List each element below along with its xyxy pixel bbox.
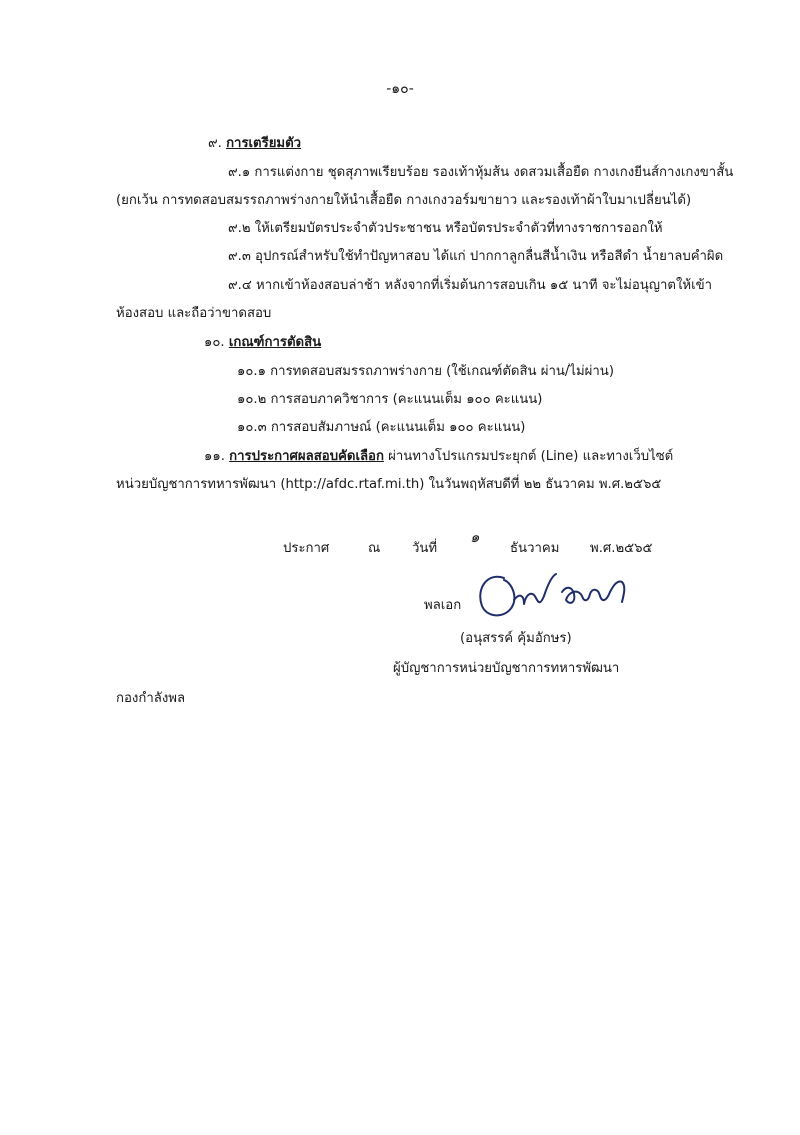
signature-name: (อนุสรรค์ คุ้มอักษร): [460, 631, 572, 646]
office-name: กองกำลังพล: [116, 691, 186, 706]
announce-prakat: ประกาศ: [283, 541, 330, 556]
item-9-2: ๙.๒ ให้เตรียมบัตรประจำตัวประชาชน หรือบัตรประจำตัวที่ทางราชการออกให้: [228, 221, 663, 236]
section-11-title: การประกาศผลสอบคัดเลือก: [229, 449, 384, 464]
announce-day: ๑: [470, 528, 480, 546]
item-9-1-line-1: ๙.๑ การแต่งกาย ชุดสุภาพเรียบร้อย รองเท้าหุ้มส้น งดสวมเสื้อยืด กางเกงยีนส์กางเกงขาสั้น: [228, 165, 734, 180]
section-10-title: เกณฑ์การตัดสิน: [228, 335, 322, 350]
item-9-1-line-2: (ยกเว้น การทดสอบสมรรถภาพร่างกายให้นำเสื้อยืด กางเกงวอร์มขายาว และรองเท้าผ้าใบมาเปลี่ยนได้): [116, 193, 692, 208]
signature-rank: พลเอก: [424, 598, 462, 613]
section-10-number: ๑๐.: [204, 335, 225, 350]
page-number: -๑๐-: [386, 81, 414, 97]
item-9-4-line-2: ห้องสอบ และถือว่าขาดสอบ: [116, 306, 272, 321]
announce-year: พ.ศ.๒๕๖๕: [590, 541, 653, 556]
announce-month: ธันวาคม: [510, 541, 560, 556]
item-9-4-line-1: ๙.๔ หากเข้าห้องสอบล่าช้า หลังจากที่เริ่มต้นการสอบเกิน ๑๕ นาที จะไม่อนุญาตให้เข้า: [228, 278, 713, 293]
section-9-number: ๙.: [208, 136, 222, 151]
section-11-line-2: หน่วยบัญชาการทหารพัฒนา (http://afdc.rtaf.mi.th) ในวันพฤหัสบดีที่ ๒๒ ธันวาคม พ.ศ.๒๕๖๕: [116, 477, 662, 492]
item-10-3: ๑๐.๓ การสอบสัมภาษณ์ (คะแนนเต็ม ๑๐๐ คะแนน): [237, 420, 526, 435]
item-10-1: ๑๐.๑ การทดสอบสมรรถภาพร่างกาย (ใช้เกณฑ์ตัดสิน ผ่าน/ไม่ผ่าน): [237, 364, 614, 379]
item-10-2: ๑๐.๒ การสอบภาควิชาการ (คะแนนเต็ม ๑๐๐ คะแนน): [237, 392, 543, 407]
section-11-text: ผ่านทางโปรแกรมประยุกต์ (Line) และทางเว็บไซต์: [388, 449, 674, 464]
announce-na: ณ: [368, 541, 381, 556]
announce-wanthi: วันที่: [412, 541, 438, 556]
section-10-heading: [204, 334, 321, 352]
section-9-title: การเตรียมตัว: [226, 136, 302, 151]
section-11-line-1: [204, 448, 673, 466]
section-11-number: ๑๑.: [204, 449, 225, 464]
item-9-3: ๙.๓ อุปกรณ์สำหรับใช้ทำปัญหาสอบ ได้แก่ ปากกาลูกลื่นสีน้ำเงิน หรือสีดำ น้ำยาลบคำผิด: [228, 249, 724, 264]
signature-position: ผู้บัญชาการหน่วยบัญชาการทหารพัฒนา: [393, 661, 620, 676]
section-9-heading: [208, 135, 301, 153]
